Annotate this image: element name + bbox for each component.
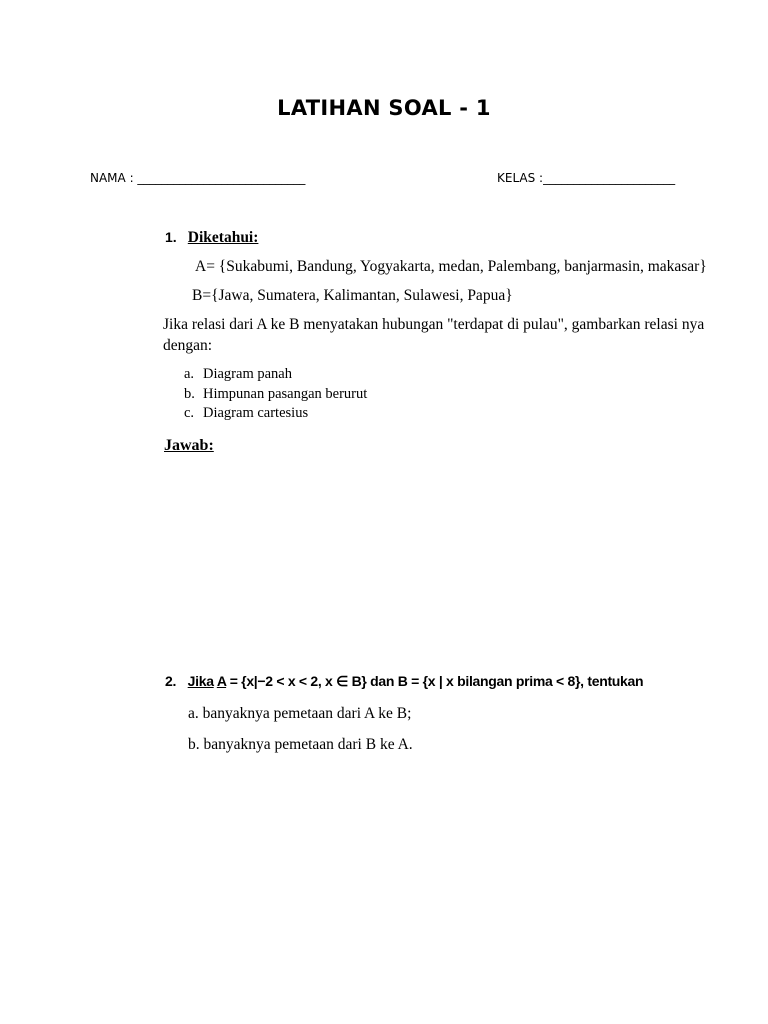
option-b-letter: b. — [184, 386, 195, 402]
question-2-part-b: b. banyaknya pemetaan dari B ke A. — [188, 736, 413, 753]
option-b-text: Himpunan pasangan berurut — [203, 386, 368, 402]
question-1-number: 1. — [165, 229, 177, 245]
question-1-header — [165, 227, 258, 247]
question-1-heading: Diketahui: — [187, 229, 259, 246]
option-c-letter: c. — [184, 405, 195, 421]
set-b: B={Jawa, Sumatera, Kalimantan, Sulawesi, Papua} — [192, 287, 513, 304]
option-c — [184, 405, 309, 422]
answer-label: Jawab: — [164, 437, 214, 454]
set-a: A= {Sukabumi, Bandung, Yogyakarta, medan, Palembang, banjarmasin, makasar} — [195, 258, 707, 275]
question-2-jika: Jika — [187, 673, 214, 689]
question-1-prompt-line-1: Jika relasi dari A ke B menyatakan hubungan "terdapat di pulau", gambarkan relasi nya — [163, 316, 705, 333]
option-c-text: Diagram cartesius — [203, 405, 309, 421]
question-2-set-a: A — [216, 673, 227, 689]
page-title: LATIHAN SOAL - 1 — [277, 96, 491, 120]
option-a — [184, 366, 292, 383]
option-a-text: Diagram panah — [203, 366, 292, 382]
question-2-part-a: a. banyaknya pemetaan dari A ke B; — [188, 705, 412, 722]
option-a-letter: a. — [184, 366, 195, 382]
nama-field: NAMA : ____________________________ — [90, 171, 306, 185]
kelas-field: KELAS :______________________ — [497, 171, 676, 185]
question-1-prompt-line-2: dengan: — [163, 337, 213, 354]
option-b — [184, 386, 368, 403]
question-2-statement — [165, 673, 643, 690]
question-2-statement-text: = {x|−2 < x < 2, x ∈ B} dan B = {x | x bilangan prima < 8}, tentukan — [226, 673, 644, 689]
question-2-number: 2. — [165, 673, 177, 689]
